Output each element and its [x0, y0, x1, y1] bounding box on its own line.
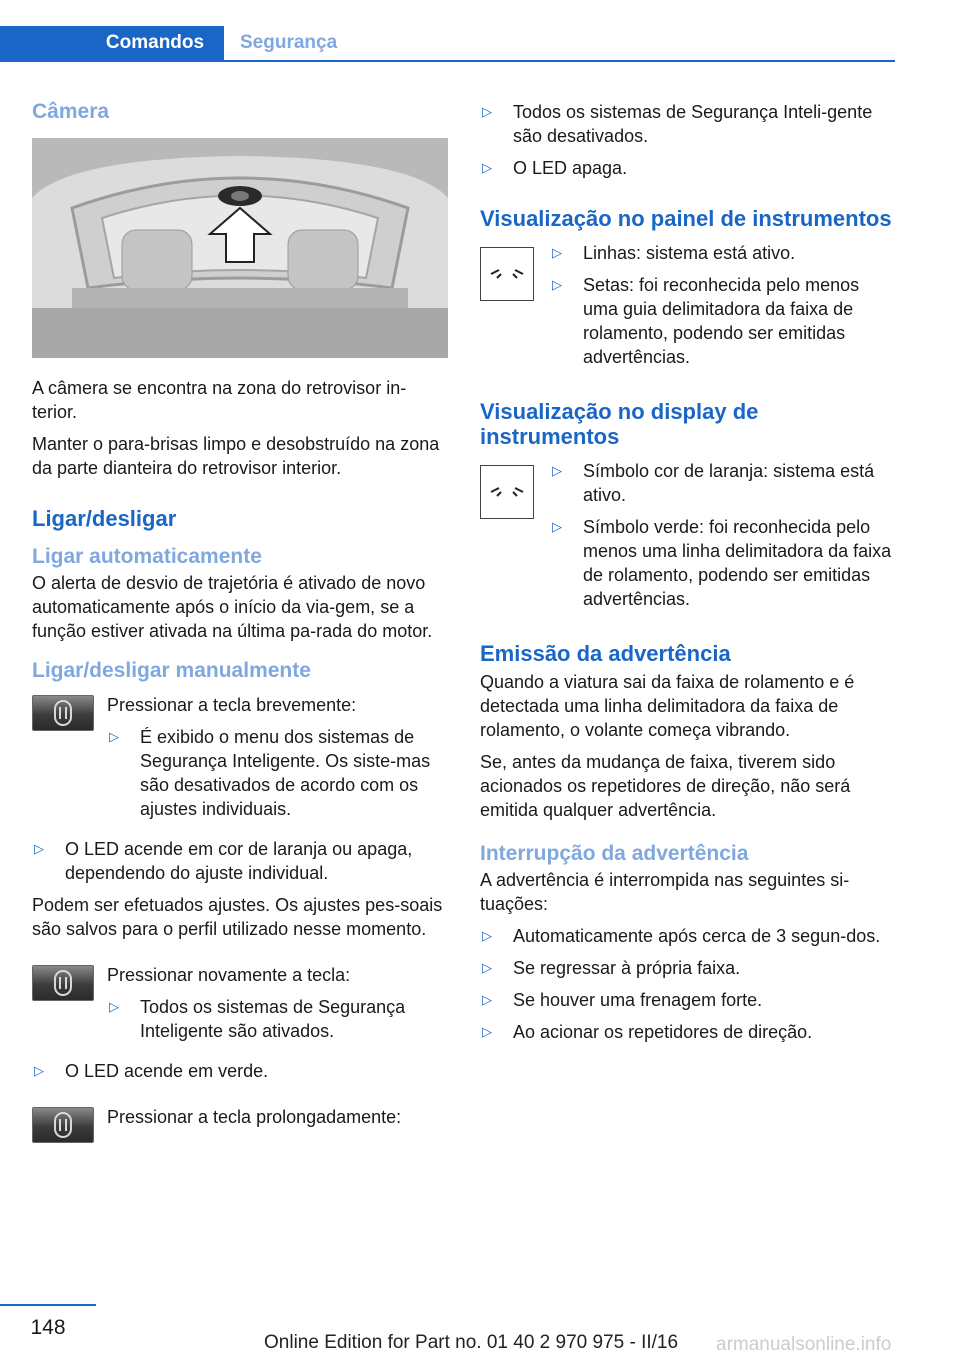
list-item-text: Se houver uma frenagem forte.	[513, 990, 763, 1010]
triangle-right-icon: ▷	[34, 841, 44, 856]
lane-assist-key-icon	[32, 1107, 94, 1143]
header-tabs	[0, 26, 895, 62]
footer-rule	[0, 1304, 96, 1306]
triangle-right-icon: ▷	[552, 277, 562, 292]
interrupt-list	[480, 924, 895, 1044]
panel-block	[480, 241, 895, 377]
press-short-list	[107, 725, 448, 821]
list-item	[550, 459, 895, 507]
list-item	[550, 273, 895, 369]
display-heading: Visualização no display de instrumentos	[480, 399, 759, 449]
warning-heading: Emissão da advertência	[480, 641, 731, 666]
lane-assist-key-icon	[32, 965, 94, 1001]
panel-heading: Visualização no painel de instrumentos	[480, 206, 892, 231]
list-item-text: Todos os sistemas de Segurança Inteligente são ativados.	[140, 997, 406, 1041]
warning-paragraph-1: Quando a viatura sai da faixa de rolamento e é detectada uma linha delimitadora da faixa de rolamento, o volante começa vibrando.	[480, 672, 855, 740]
onoff-heading: Ligar/desligar	[32, 506, 177, 531]
list-item	[32, 837, 448, 885]
tab-seguranca[interactable]	[240, 26, 337, 60]
auto-heading: Ligar automaticamente	[32, 545, 262, 568]
tab-comandos[interactable]	[0, 26, 224, 60]
list-item	[480, 156, 895, 180]
camera-heading: Câmera	[32, 100, 110, 123]
left-column	[32, 100, 448, 1151]
triangle-right-icon: ▷	[552, 245, 562, 260]
list-item-text: Símbolo cor de laranja: sistema está ativo.	[583, 461, 875, 505]
auto-paragraph: O alerta de desvio de trajetória é ativado de novo automaticamente após o início da via-gem, se a função estiver ativada na última pa-rada do motor.	[32, 573, 433, 641]
list-item	[480, 924, 895, 948]
list-item-text: É exibido o menu dos sistemas de Segurança Inteligente. Os siste-mas são desativados de acordo com os ajustes individuais.	[140, 727, 431, 819]
triangle-right-icon: ▷	[34, 1063, 44, 1078]
list-item	[480, 100, 895, 148]
list-item-text: Setas: foi reconhecida pelo menos uma guia delimitadora da faixa de rolamento, podendo ser emitidas advertências.	[583, 275, 860, 367]
display-block	[480, 459, 895, 619]
interrupt-heading: Interrupção da advertência	[480, 842, 749, 865]
triangle-right-icon: ▷	[552, 463, 562, 478]
list-item-text: Linhas: sistema está ativo.	[583, 243, 796, 263]
led-green-list	[32, 1059, 448, 1083]
triangle-right-icon: ▷	[109, 999, 119, 1014]
press-again-text: Pressionar novamente a tecla:	[107, 965, 351, 985]
list-item-text: Automaticamente após cerca de 3 segun-dos.	[513, 926, 881, 946]
page-number: 148	[30, 1316, 66, 1339]
list-item	[107, 995, 448, 1043]
interrupt-paragraph: A advertência é interrompida nas seguintes si-tuações:	[480, 870, 850, 914]
press-long-block	[32, 1105, 448, 1143]
triangle-right-icon: ▷	[482, 928, 492, 943]
settings-paragraph: Podem ser efetuados ajustes. Os ajustes pes-soais são salvos para o perfil utilizado nesse momento.	[32, 895, 443, 939]
list-item-text: Todos os sistemas de Segurança Inteli-gente são desativados.	[513, 102, 873, 146]
led-orange-list	[32, 837, 448, 885]
press-again-block	[32, 963, 448, 1051]
list-item-text: Símbolo verde: foi reconhecida pelo menos uma linha delimitadora da faixa de rolamento, podendo ser emitidas advertências.	[583, 517, 892, 609]
triangle-right-icon: ▷	[482, 160, 492, 175]
camera-paragraph-2: Manter o para-brisas limpo e desobstruído na zona da parte dianteira do retrovisor interior.	[32, 434, 440, 478]
triangle-right-icon: ▷	[482, 104, 492, 119]
header-rule	[0, 60, 895, 62]
triangle-right-icon: ▷	[109, 729, 119, 744]
list-item-text: O LED acende em verde.	[65, 1061, 269, 1081]
list-item	[550, 241, 895, 265]
triangle-right-icon: ▷	[482, 1024, 492, 1039]
list-item	[480, 956, 895, 980]
camera-paragraph-1: A câmera se encontra na zona do retrovisor in-terior.	[32, 378, 407, 422]
display-list	[550, 459, 895, 611]
manual-heading: Ligar/desligar manualmente	[32, 659, 311, 682]
list-item	[480, 988, 895, 1012]
camera-photo	[32, 138, 448, 358]
triangle-right-icon: ▷	[482, 992, 492, 1007]
list-item-text: O LED apaga.	[513, 158, 628, 178]
lane-assist-key-icon	[32, 695, 94, 731]
lane-lines-icon	[480, 247, 534, 301]
list-item	[550, 515, 895, 611]
press-long-text: Pressionar a tecla prolongadamente:	[107, 1107, 402, 1127]
top-list	[480, 100, 895, 180]
watermark: armanualsonline.info	[716, 1334, 892, 1355]
car-interior-image	[32, 138, 448, 358]
list-item	[480, 1020, 895, 1044]
edition-text: Online Edition for Part no. 01 40 2 970 975 - II/16	[264, 1332, 679, 1353]
list-item	[32, 1059, 448, 1083]
panel-list	[550, 241, 895, 369]
list-item-text: Ao acionar os repetidores de direção.	[513, 1022, 813, 1042]
list-item	[107, 725, 448, 821]
right-column	[480, 100, 895, 1052]
lane-lines-icon	[480, 465, 534, 519]
list-item-text: Se regressar à própria faixa.	[513, 958, 741, 978]
triangle-right-icon: ▷	[482, 960, 492, 975]
tab-seguranca-label: Segurança	[240, 32, 338, 53]
press-again-list	[107, 995, 448, 1043]
tab-comandos-label: Comandos	[105, 32, 205, 53]
list-item-text: O LED acende em cor de laranja ou apaga, dependendo do ajuste individual.	[65, 839, 413, 883]
warning-paragraph-2: Se, antes da mudança de faixa, tiverem sido acionados os repetidores de direção, não será emitida qualquer advertência.	[480, 752, 851, 820]
press-short-block	[32, 693, 448, 829]
triangle-right-icon: ▷	[552, 519, 562, 534]
press-short-text: Pressionar a tecla brevemente:	[107, 695, 357, 715]
